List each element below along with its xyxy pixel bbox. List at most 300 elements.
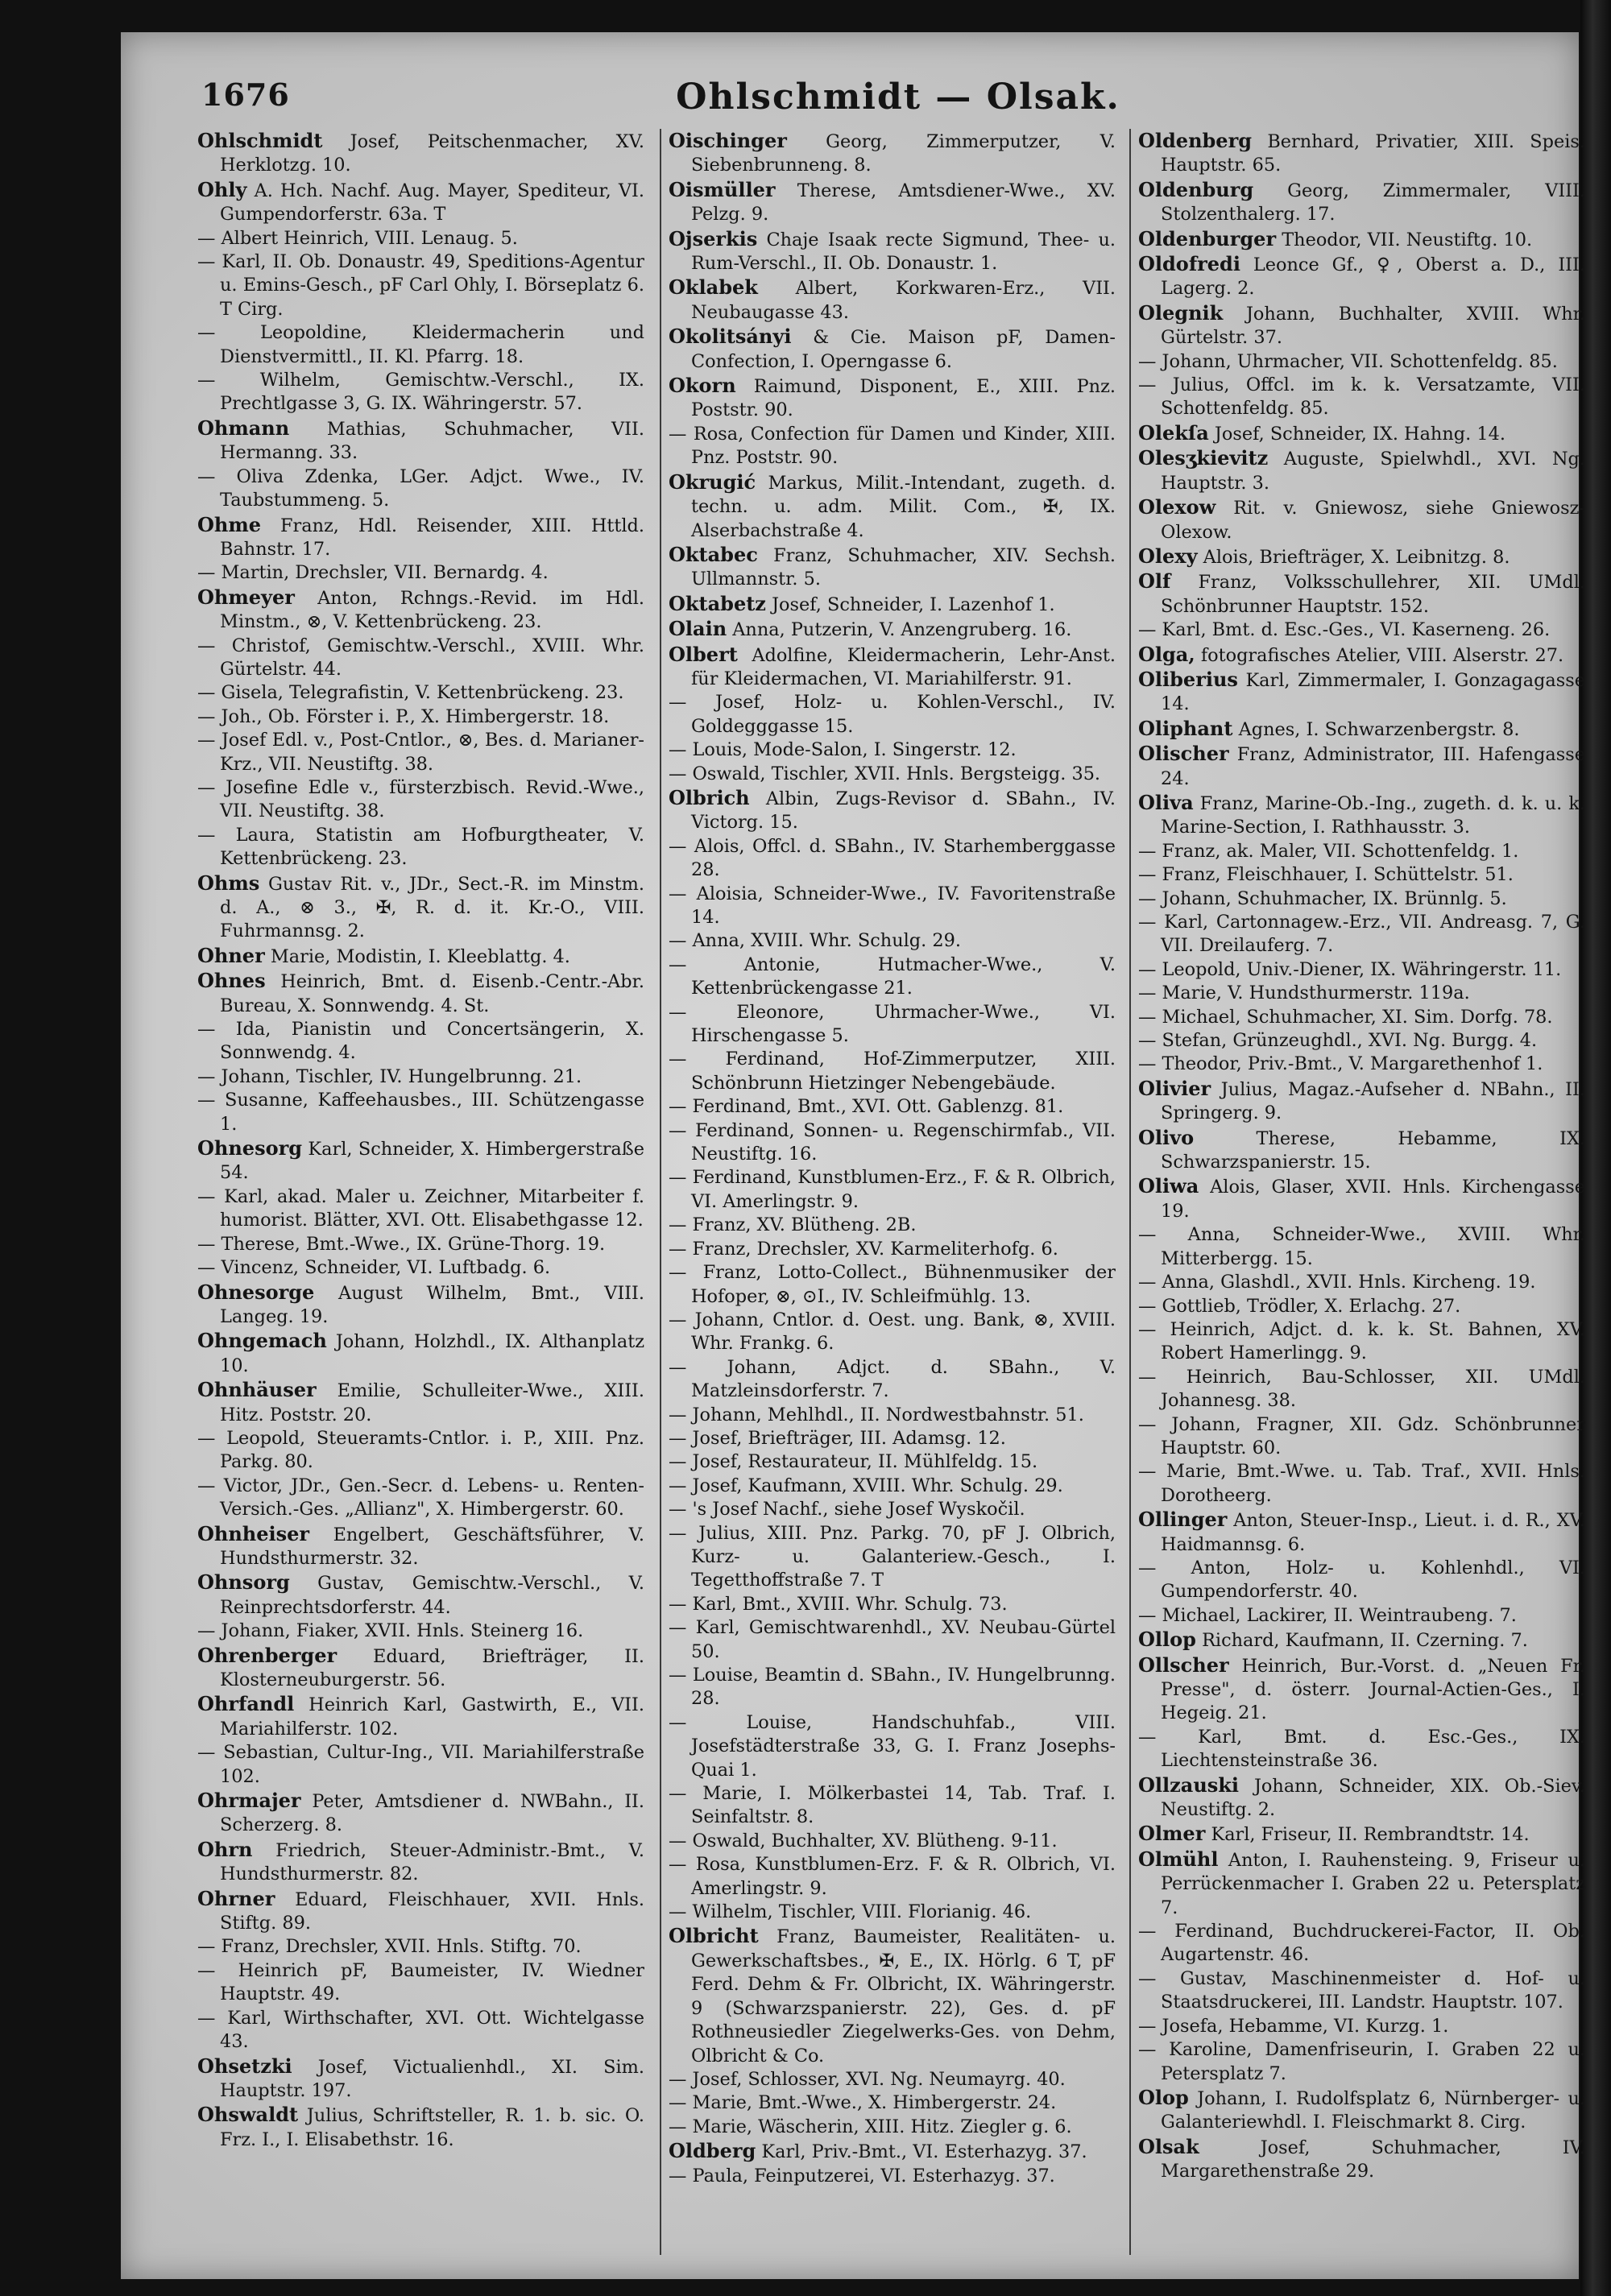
entry-details: — Gustav, Maschinenmeister d. Hof- u. Staatsdruckerei, III. Landstr. Hauptstr. 107.	[1138, 1967, 1585, 2013]
directory-entry	[1138, 1653, 1585, 1726]
directory-entry	[669, 178, 1116, 227]
entry-details: — Ferdinand, Hof-Zimmerputzer, XIII. Schönbrunn Hietzinger Nebengebäude.	[669, 1049, 1116, 1094]
entry-surname: Oldenberg	[1138, 129, 1252, 152]
entry-details: — Stefan, Grünzeughdl., XVI. Ng. Burgg. 4.	[1138, 1030, 1538, 1052]
directory-entry	[1138, 2038, 1585, 2086]
entry-details: — Paula, Feinputzerei, VI. Esterhazyg. 37.	[669, 2165, 1055, 2186]
directory-entry	[197, 178, 644, 227]
entry-details: Karl, Friseur, II. Rembrandtstr. 14.	[1211, 1824, 1530, 1846]
directory-entry	[1138, 982, 1585, 1005]
entry-details: Josef, Schneider, IX. Hahng. 14.	[1214, 423, 1505, 445]
directory-entry	[197, 705, 644, 729]
directory-entry	[197, 1644, 644, 1693]
entry-surname: Ohrenberger	[197, 1643, 338, 1667]
entry-details: — Johann, Uhrmacher, VII. Schottenfeldg. 85.	[1138, 350, 1558, 372]
directory-entry	[197, 1427, 644, 1475]
entry-details: Julius, Schriftsteller, R. 1. b. sic. O. Frz. I., I. Elisabethstr. 16.	[220, 2105, 644, 2150]
column-3	[1138, 129, 1585, 2255]
entry-surname: Ohrner	[197, 1886, 275, 1910]
entry-details: — Franz, Drechsler, XV. Karmeliterhofg. 6.	[669, 1238, 1058, 1260]
entry-details: — Alois, Offcl. d. SBahn., IV. Starhemberggasse 28.	[669, 835, 1116, 881]
directory-entry	[1138, 791, 1585, 840]
entry-details: — Johann, Fragner, XII. Gdz. Schönbrunner Hauptstr. 60.	[1138, 1413, 1585, 1458]
directory-entry	[669, 1261, 1116, 1309]
entry-surname: Oliwa	[1138, 1174, 1199, 1198]
entry-details: Alois, Glaser, XVII. Hnls. Kirchengasse 19.	[1161, 1177, 1585, 1222]
entry-surname: Ohrn	[197, 1837, 253, 1861]
directory-entry	[669, 1616, 1116, 1664]
directory-entry	[197, 776, 644, 824]
directory-entry	[197, 681, 644, 705]
entry-details: Anton, Rchngs.-Revid. im Hdl. Minstm., ⊗, V. Kettenbrückeng. 23.	[220, 587, 644, 633]
directory-entry	[197, 1570, 644, 1620]
directory-entry	[669, 1498, 1116, 1521]
entry-details: Alois, Briefträger, X. Leibnitzg. 8.	[1203, 546, 1510, 568]
entry-details: Heinrich, Bur.-Vorst. d. „Neuen Fr. Presse", d. österr. Journal-Actien-Ges., I. Hegeig. 21.	[1161, 1655, 1585, 1724]
directory-entry	[1138, 1508, 1585, 1557]
entry-surname: Ohnesorg	[197, 1136, 303, 1160]
entry-details: — Josefine Edle v., fürsterzbisch. Revid.-Wwe., VII. Neustiftg. 38.	[197, 776, 644, 822]
directory-entry	[197, 1789, 644, 1838]
directory-entry	[1138, 1223, 1585, 1271]
directory-entry	[197, 227, 644, 250]
directory-entry	[1138, 887, 1585, 911]
directory-entry	[669, 592, 1116, 617]
directory-entry	[669, 738, 1116, 762]
directory-entry	[197, 321, 644, 369]
entry-details: — Heinrich, Bau-Schlosser, XII. UMdl. Johannesg. 38.	[1138, 1366, 1585, 1412]
entry-details: — Josefa, Hebamme, VI. Kurzg. 1.	[1138, 2015, 1449, 2037]
entry-details: — Michael, Lackirer, II. Weintraubeng. 7.	[1138, 1604, 1517, 1626]
entry-surname: Oldofredi	[1138, 252, 1240, 276]
entry-details: Gustav, Gemischtw.-Verschl., V. Reinprechtsdorferstr. 44.	[220, 1573, 644, 1618]
directory-entry	[1138, 1053, 1585, 1076]
column-rule	[1129, 129, 1131, 2255]
directory-entry	[197, 1741, 644, 1789]
directory-entry	[669, 835, 1116, 883]
entry-details: — Johann, Schuhmacher, IX. Brünnlg. 5.	[1138, 887, 1507, 909]
entry-surname: Ohnhäuser	[197, 1378, 317, 1402]
entry-surname: Okolitsányi	[669, 325, 792, 349]
directory-entry	[197, 1959, 644, 2007]
directory-entry	[1138, 1006, 1585, 1029]
directory-entry	[197, 1475, 644, 1522]
directory-entry	[669, 1119, 1116, 1167]
directory-entry	[1138, 2015, 1585, 2038]
entry-details: Mathias, Schuhmacher, VII. Hermanng. 33.	[220, 418, 644, 464]
directory-entry	[1138, 643, 1585, 668]
entry-details: — Oswald, Buchhalter, XV. Blütheng. 9-11.	[669, 1830, 1058, 1851]
entry-surname: Oliberius	[1138, 667, 1238, 691]
directory-entry	[669, 786, 1116, 835]
directory-entry	[669, 423, 1116, 470]
directory-entry	[1138, 421, 1585, 446]
directory-entry	[1138, 1726, 1585, 1773]
entry-details: — Gisela, Telegrafistin, V. Kettenbrückeng. 23.	[197, 682, 624, 704]
entry-surname: Ohswaldt	[197, 2103, 299, 2127]
directory-entry	[669, 1924, 1116, 2067]
entry-details: — Franz, Lotto-Collect., Bühnenmusiker der Hofoper, ⊗, ⊙I., IV. Schleifmühlg. 13.	[669, 1262, 1116, 1307]
entry-details: Johann, Buchhalter, XVIII. Whr. Gürtelstr. 37.	[1161, 303, 1585, 349]
directory-entry	[197, 1692, 644, 1741]
entry-details: — Franz, Drechsler, XVII. Hnls. Stiftg. 70.	[197, 1936, 582, 1958]
directory-entry	[1138, 668, 1585, 717]
directory-entry	[1138, 1967, 1585, 2015]
entry-details: — Victor, JDr., Gen.-Secr. d. Lebens- u. Renten-Versich.-Ges. „Allianz", X. Himbergerstr. 60.	[197, 1475, 644, 1520]
entry-surname: Ohnheiser	[197, 1521, 310, 1545]
directory-entry	[1138, 301, 1585, 350]
entry-details: — Oswald, Tischler, XVII. Hnls. Bergsteigg. 35.	[669, 763, 1101, 784]
directory-entry	[1138, 1174, 1585, 1223]
directory-entry	[669, 1214, 1116, 1237]
entry-surname: Olivier	[1138, 1076, 1211, 1100]
page-header	[201, 77, 1595, 133]
directory-entry	[1138, 1029, 1585, 1053]
entry-details: — Theodor, Priv.-Bmt., V. Margarethenhof 1.	[1138, 1053, 1543, 1075]
directory-entry	[1138, 717, 1585, 742]
entry-details: — Eleonore, Uhrmacher-Wwe., VI. Hirschengasse 5.	[669, 1001, 1116, 1047]
entry-details: — Ida, Pianistin und Concertsängerin, X. Sonnwendg. 4.	[197, 1019, 644, 1064]
entry-details: Heinrich Karl, Gastwirth, E., VII. Mariahilferstr. 102.	[220, 1694, 644, 1740]
entry-details: — Oliva Zdenka, LGer. Adjct. Wwe., IV. Taubstummeng. 5.	[197, 465, 644, 511]
directory-entry	[669, 1427, 1116, 1450]
directory-entry	[1138, 2086, 1585, 2135]
entry-details: — Julius, Offcl. im k. k. Versatzamte, VII. Schottenfeldg. 85.	[1138, 374, 1585, 420]
entry-details: A. Hch. Nachf. Aug. Mayer, Spediteur, VI. Gumpendorferstr. 63a. T	[220, 180, 644, 225]
entry-details: Markus, Milit.-Intendant, zugeth. d. techn. u. adm. Milit. Com., ✠, IX. Alserbachstraße 4.	[691, 472, 1116, 541]
entry-details: Johann, I. Rudolfsplatz 6, Nürnberger- u. Galanteriewhdl. I. Fleischmarkt 8. Cirg.	[1161, 2087, 1585, 2133]
directory-entry	[1138, 129, 1585, 178]
entry-details: — Josef, Kaufmann, XVIII. Whr. Schulg. 29.	[669, 1475, 1063, 1496]
entry-details: Franz, Volksschullehrer, XII. UMdl. Schönbrunner Hauptstr. 152.	[1161, 572, 1585, 617]
directory-entry	[1138, 495, 1585, 544]
entry-details: Emilie, Schulleiter-Wwe., XIII. Hitz. Poststr. 20.	[220, 1380, 644, 1425]
directory-entry	[197, 944, 644, 969]
entry-details: — Karl, Bmt., XVIII. Whr. Schulg. 73.	[669, 1593, 1008, 1615]
entry-details: Richard, Kaufmann, II. Czerning. 7.	[1202, 1630, 1528, 1652]
directory-entry	[1138, 178, 1585, 227]
entry-surname: Ohly	[197, 177, 247, 201]
directory-entry	[1138, 1413, 1585, 1461]
directory-entry	[1138, 374, 1585, 421]
entry-surname: Ohrmajer	[197, 1789, 301, 1813]
entry-details: — Louise, Handschuhfab., VIII. Josefstädterstraße 33, G. I. Franz Josephs-Quai 1.	[669, 1711, 1116, 1781]
directory-entry	[1138, 1318, 1585, 1366]
entry-details: — Aloisia, Schneider-Wwe., IV. Favoritenstraße 14.	[669, 883, 1116, 928]
directory-entry	[669, 1593, 1116, 1616]
entry-details: — Christof, Gemischtw.-Verschl., XVIII. Whr. Gürtelstr. 44.	[197, 635, 644, 680]
directory-entry	[197, 2007, 644, 2054]
directory-entry	[1138, 1920, 1585, 1967]
entry-details: Franz, Marine-Ob.-Ing., zugeth. d. k. u. k. Marine-Section, I. Rathhausstr. 3.	[1161, 792, 1585, 838]
entry-details: — 's Josef Nachf., siehe Josef Wyskočil.	[669, 1499, 1025, 1520]
entry-details: Chaje Isaak recte Sigmund, Thee- u. Rum-Verschl., II. Ob. Donaustr. 1.	[691, 229, 1116, 275]
entry-details: — Antonie, Hutmacher-Wwe., V. Kettenbrückengasse 21.	[669, 954, 1116, 999]
entry-details: — Marie, Bmt.-Wwe., X. Himbergerstr. 24.	[669, 2092, 1057, 2114]
entry-details: Engelbert, Geschäftsführer, V. Hundsthurmerstr. 32.	[220, 1524, 644, 1569]
entry-details: — Louis, Mode-Salon, I. Singerstr. 12.	[669, 739, 1017, 761]
entry-details: — Josef, Schlosser, XVI. Ng. Neumayrg. 40.	[669, 2068, 1066, 2090]
entry-details: — Joh., Ob. Förster i. P., X. Himbergerstr. 18.	[197, 705, 610, 727]
entry-surname: Ohsetzki	[197, 2054, 292, 2078]
directory-entry	[1138, 1604, 1585, 1628]
directory-entry	[197, 416, 644, 465]
entry-details: Bernhard, Privatier, XIII. Speis. Hauptstr. 65.	[1161, 131, 1585, 176]
directory-columns	[197, 129, 1583, 2255]
entry-details: Marie, Modistin, I. Kleeblattg. 4.	[270, 945, 570, 967]
directory-entry	[197, 250, 644, 321]
directory-entry	[669, 1166, 1116, 1214]
directory-entry	[1138, 227, 1585, 252]
entry-details: — Rosa, Confection für Damen und Kinder, XIII. Pnz. Poststr. 90.	[669, 423, 1116, 469]
entry-surname: Olesʒkievitz	[1138, 446, 1269, 470]
directory-entry	[669, 1309, 1116, 1356]
directory-entry	[1138, 569, 1585, 618]
entry-details: — Sebastian, Cultur-Ing., VII. Mariahilferstraße 102.	[197, 1742, 644, 1787]
directory-entry	[669, 1001, 1116, 1049]
directory-entry	[197, 1887, 644, 1936]
entry-details: — Karl, II. Ob. Donaustr. 49, Speditions-Agentur u. Emins-Gesch., pF Carl Ohly, I. Börseplatz 6. T Cirg.	[197, 251, 644, 320]
entry-details: — Leopoldine, Kleidermacherin und Dienstvermittl., II. Kl. Pfarrg. 18.	[197, 322, 644, 367]
directory-entry	[669, 227, 1116, 276]
entry-details: — Josef, Restaurateur, II. Mühlfeldg. 15.	[669, 1451, 1038, 1473]
directory-entry	[1138, 1366, 1585, 1413]
directory-entry	[197, 1065, 644, 1089]
entry-surname: Olexow	[1138, 495, 1216, 519]
directory-entry	[197, 2054, 644, 2104]
entry-surname: Oliva	[1138, 790, 1194, 814]
entry-surname: Ohner	[197, 943, 265, 967]
entry-surname: Oklabek	[669, 275, 758, 300]
entry-details: — Johann, Mehlhdl., II. Nordwestbahnstr. 51.	[669, 1404, 1084, 1425]
entry-surname: Olmer	[1138, 1822, 1206, 1846]
entry-surname: Oldberg	[669, 2139, 756, 2163]
entry-details: — Karl, Wirthschafter, XVI. Ott. Wichtelgasse 43.	[197, 2007, 644, 2053]
entry-surname: Olekſa	[1138, 420, 1209, 445]
entry-details: — Laura, Statistin am Hofburgtheater, V. Kettenbrückeng. 23.	[197, 824, 644, 870]
directory-entry	[669, 275, 1116, 325]
page-number: 1676	[201, 77, 290, 113]
entry-surname: Ohrfandl	[197, 1692, 295, 1716]
entry-details: — Anna, Schneider-Wwe., XVIII. Whr. Mitterbergg. 15.	[1138, 1224, 1585, 1269]
entry-surname: Oktabetz	[669, 591, 766, 615]
directory-entry	[669, 1238, 1116, 1261]
entry-details: Anton, Steuer-Insp., Lieut. i. d. R., XV. Haidmannsg. 6.	[1161, 1510, 1585, 1555]
entry-details: Julius, Magaz.-Aufseher d. NBahn., II. Springerg. 9.	[1161, 1078, 1585, 1124]
entry-details: — Albert Heinrich, VIII. Lenaug. 5.	[197, 227, 518, 249]
entry-surname: Olexy	[1138, 544, 1198, 568]
directory-entry	[669, 1664, 1116, 1711]
directory-entry	[197, 1620, 644, 1643]
entry-surname: Ohms	[197, 871, 260, 895]
directory-entry	[669, 1853, 1116, 1901]
entry-surname: Ohmann	[197, 416, 290, 440]
column-2	[669, 129, 1116, 2255]
entry-surname: Olbrich	[669, 785, 750, 809]
directory-entry	[669, 1522, 1116, 1593]
directory-entry	[1138, 911, 1585, 958]
column-1	[197, 129, 644, 2255]
entry-details: Theodor, VII. Neustiftg. 10.	[1282, 229, 1533, 250]
entry-surname: Ollinger	[1138, 1508, 1228, 1532]
directory-entry	[1138, 350, 1585, 374]
directory-entry	[669, 2068, 1116, 2091]
entry-details: Albert, Korkwaren-Erz., VII. Neubaugasse 43.	[691, 278, 1116, 323]
directory-entry	[1138, 1557, 1585, 1604]
directory-entry	[1138, 1126, 1585, 1175]
entry-surname: Oliphant	[1138, 716, 1233, 740]
entry-details: — Marie, I. Mölkerbastei 14, Tab. Traf. I. Seinfaltstr. 8.	[669, 1783, 1116, 1828]
entry-details: Josef, Schneider, I. Lazenhof 1.	[772, 594, 1055, 615]
directory-entry	[669, 691, 1116, 738]
entry-surname: Okrugić	[669, 470, 756, 494]
entry-details: Agnes, I. Schwarzenbergstr. 8.	[1238, 718, 1520, 740]
entry-details: Josef, Peitschenmacher, XV. Herklotzg. 10.	[220, 131, 644, 176]
directory-entry	[669, 1404, 1116, 1427]
directory-entry	[669, 1782, 1116, 1830]
directory-entry	[669, 1356, 1116, 1404]
directory-entry	[1138, 252, 1585, 301]
entry-details: — Josef Edl. v., Post-Cntlor., ⊗, Bes. d. Marianer-Krz., VII. Neustiftg. 38.	[197, 730, 644, 775]
directory-entry	[197, 871, 644, 944]
directory-entry	[669, 129, 1116, 178]
column-rule	[660, 129, 661, 2255]
directory-entry	[197, 2103, 644, 2152]
entry-surname: Olivo	[1138, 1125, 1195, 1149]
directory-entry	[197, 465, 644, 513]
directory-entry	[197, 1280, 644, 1330]
entry-details: Johann, Schneider, XIX. Ob.-Siev. Neustiftg. 2.	[1161, 1775, 1585, 1821]
directory-entry	[197, 729, 644, 776]
directory-entry	[669, 617, 1116, 642]
directory-entry	[1138, 958, 1585, 982]
entry-details: Anton, I. Rauhensteing. 9, Friseur u. Perrückenmacher I. Graben 22 u. Petersplatz 7.	[1161, 1849, 1585, 1918]
entry-details: — Johann, Tischler, IV. Hungelbrunng. 21.	[197, 1065, 582, 1087]
directory-entry	[669, 470, 1116, 543]
directory-entry	[197, 1018, 644, 1065]
directory-entry	[1138, 863, 1585, 887]
entry-details: Eduard, Fleischhauer, XVII. Hnls. Stiftg. 89.	[220, 1889, 644, 1934]
entry-surname: Ohlschmidt	[197, 129, 323, 152]
directory-entry	[197, 824, 644, 871]
directory-entry	[197, 369, 644, 416]
directory-entry	[1138, 840, 1585, 863]
entry-details: — Karl, Gemischtwarenhdl., XV. Neubau-Gürtel 50.	[669, 1617, 1116, 1662]
directory-entry	[669, 1830, 1116, 1853]
entry-surname: Olbert	[669, 642, 738, 666]
entry-details: — Leopold, Univ.-Diener, IX. Währingerstr. 11.	[1138, 958, 1562, 980]
directory-entry	[1138, 1773, 1585, 1822]
entry-details: — Michael, Schuhmacher, XI. Sim. Dorfg. 78.	[1138, 1006, 1553, 1028]
entry-surname: Ollscher	[1138, 1653, 1229, 1677]
directory-entry	[197, 1838, 644, 1887]
entry-details: Karl, Zimmermaler, I. Gonzagagasse 14.	[1161, 669, 1585, 715]
entry-surname: Ohnesorge	[197, 1280, 315, 1304]
directory-entry	[669, 1711, 1116, 1782]
entry-details: — Wilhelm, Tischler, VIII. Florianig. 46.	[669, 1901, 1032, 1923]
entry-surname: Olmühl	[1138, 1847, 1219, 1871]
entry-details: — Ferdinand, Buchdruckerei-Factor, II. Ob. Augartenstr. 46.	[1138, 1921, 1585, 1966]
entry-details: Auguste, Spielwhdl., XVI. Ng. Hauptstr. 3.	[1161, 449, 1585, 494]
entry-details: Josef, Schuhmacher, IV. Margarethenstraße 29.	[1161, 2137, 1585, 2182]
entry-details: Georg, Zimmermaler, VIII. Stolzenthalerg. 17.	[1161, 180, 1585, 225]
entry-surname: Ohme	[197, 512, 262, 536]
directory-entry	[669, 2165, 1116, 2188]
directory-entry	[669, 2091, 1116, 2115]
entry-details: Adolfine, Kleidermacherin, Lehr-Anst. für Kleidermachen, VI. Mariahilferstr. 91.	[691, 644, 1116, 689]
entry-details: Franz, Hdl. Reisender, XIII. Httld. Bahnstr. 17.	[220, 515, 644, 560]
directory-entry	[197, 129, 644, 178]
entry-details: — Josef, Holz- u. Kohlen-Verschl., IV. Goldegggasse 15.	[669, 692, 1116, 737]
directory-entry	[669, 543, 1116, 592]
entry-details: — Martin, Drechsler, VII. Bernardg. 4.	[197, 562, 549, 584]
entry-details: — Wilhelm, Gemischtw.-Verschl., IX. Prechtlgasse 3, G. IX. Währingerstr. 57.	[197, 370, 644, 415]
entry-surname: Oldenburg	[1138, 177, 1254, 201]
entry-details: Franz, Administrator, III. Hafengasse 24.	[1161, 744, 1585, 789]
directory-entry	[197, 969, 644, 1018]
directory-entry	[1138, 2135, 1585, 2184]
entry-surname: Ollop	[1138, 1628, 1196, 1652]
entry-details: Franz, Baumeister, Realitäten- u. Gewerkschaftsbes., ✠, E., IX. Hörlg. 6 T, pF Ferd. Dehm & Fr. Olbricht, IX. Währingerstr. 9 (Schwarzspanierstr. 22), Ges. d. pF Rothneusiedler Ziegelwerks-Ges. von Dehm, Olbricht & Co.	[691, 1926, 1116, 2066]
entry-details: Raimund, Disponent, E., XIII. Pnz. Poststr. 90.	[691, 376, 1116, 421]
directory-entry	[669, 954, 1116, 1001]
entry-details: — Susanne, Kaffeehausbes., III. Schützengasse 1.	[197, 1090, 644, 1135]
directory-entry	[197, 1522, 644, 1571]
entry-details: Heinrich, Bmt. d. Eisenb.-Centr.-Abr. Bureau, X. Sonnwendg. 4. St.	[220, 971, 644, 1016]
entry-details: Therese, Hebamme, IX. Schwarzspanierstr. 15.	[1161, 1127, 1585, 1173]
directory-entry	[197, 635, 644, 682]
directory-entry	[1138, 1460, 1585, 1508]
entry-details: — Therese, Bmt.-Wwe., IX. Grüne-Thorg. 19.	[197, 1233, 606, 1255]
entry-details: — Karl, akad. Maler u. Zeichner, Mitarbeiter f. humorist. Blätter, XVI. Ott. Elisabethgasse 12.	[197, 1185, 644, 1231]
entry-surname: Oldenburger	[1138, 226, 1277, 250]
entry-details: & Cie. Maison pF, Damen-Confection, I. Operngasse 6.	[691, 327, 1116, 372]
entry-surname: Oischinger	[669, 129, 787, 152]
directory-entry	[1138, 1295, 1585, 1318]
directory-entry	[669, 374, 1116, 423]
entry-details: — Karl, Cartonnagew.-Erz., VII. Andreasg. 7, G. VII. Dreilauferg. 7.	[1138, 912, 1585, 957]
directory-entry	[669, 2139, 1116, 2164]
entry-details: — Ferdinand, Bmt., XVI. Ott. Gablenzg. 81.	[669, 1096, 1064, 1118]
entry-details: — Rosa, Kunstblumen-Erz. F. & R. Olbrich, VI. Amerlingstr. 9.	[669, 1854, 1116, 1899]
directory-entry	[1138, 1628, 1585, 1653]
entry-details: Karl, Priv.-Bmt., VI. Esterhazyg. 37.	[761, 2141, 1087, 2163]
entry-details: — Gottlieb, Trödler, X. Erlachg. 27.	[1138, 1295, 1461, 1317]
entry-details: — Leopold, Steueramts-Cntlor. i. P., XIII. Pnz. Parkg. 80.	[197, 1427, 644, 1473]
directory-entry	[197, 1256, 644, 1280]
entry-details: Josef, Victualienhdl., XI. Sim. Hauptstr. 197.	[220, 2056, 644, 2101]
entry-details: — Heinrich pF, Baumeister, IV. Wiedner Hauptstr. 49.	[197, 1959, 644, 2005]
entry-details: — Julius, XIII. Pnz. Parkg. 70, pF J. Olbrich, Kurz- u. Galanteriew.-Gesch., I. Tegetthoffstraße 7. T	[669, 1522, 1116, 1591]
entry-surname: Ojserkis	[669, 226, 758, 250]
entry-details: — Johann, Cntlor. d. Oest. ung. Bank, ⊗, XVIII. Whr. Frankg. 6.	[669, 1309, 1116, 1355]
entry-details: — Josef, Briefträger, III. Adamsg. 12.	[669, 1427, 1006, 1449]
entry-details: Leonce Gf., ♀, Oberst a. D., III. Lagerg. 2.	[1161, 254, 1585, 300]
directory-entry	[197, 1329, 644, 1378]
entry-details: — Franz, XV. Blütheng. 2B.	[669, 1214, 917, 1236]
entry-details: — Louise, Beamtin d. SBahn., IV. Hungelbrunng. 28.	[669, 1665, 1116, 1710]
entry-details: fotografisches Atelier, VIII. Alserstr. 27.	[1200, 644, 1564, 666]
entry-details: Therese, Amtsdiener-Wwe., XV. Pelzg. 9.	[691, 180, 1116, 225]
running-head: Ohlschmidt — Olsak.	[676, 77, 1120, 118]
entry-details: — Karoline, Damenfriseurin, I. Graben 22 u. Petersplatz 7.	[1138, 2039, 1585, 2084]
entry-details: — Vincenz, Schneider, VI. Luftbadg. 6.	[197, 1257, 551, 1279]
entry-surname: Olischer	[1138, 742, 1229, 766]
entry-surname: Olf	[1138, 569, 1171, 594]
entry-details: Johann, Holzhdl., IX. Althanplatz 10.	[220, 1331, 644, 1376]
entry-details: — Anna, XVIII. Whr. Schulg. 29.	[669, 930, 961, 952]
directory-entry	[669, 643, 1116, 692]
